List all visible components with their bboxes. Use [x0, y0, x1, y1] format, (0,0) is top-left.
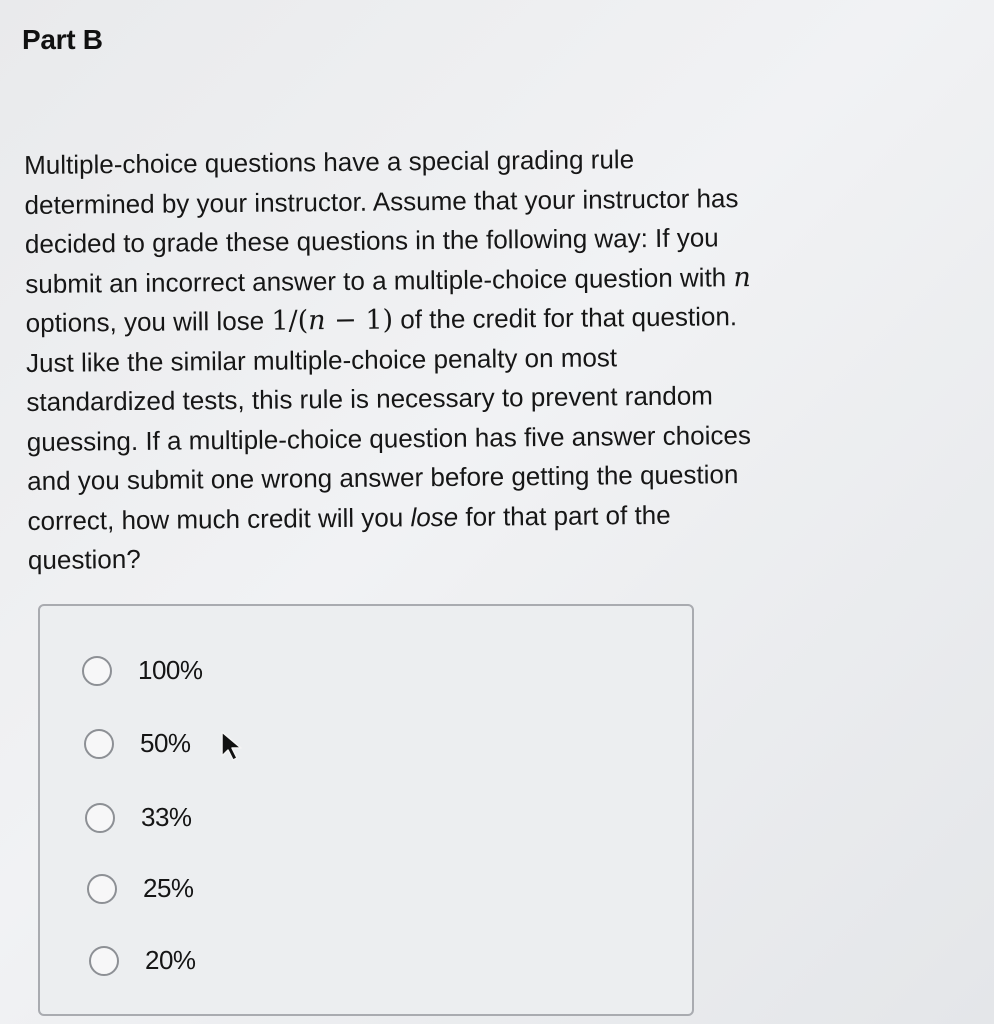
radio-button-icon[interactable] [87, 874, 117, 904]
math-fraction-part: − 1) [325, 304, 394, 337]
question-line: Multiple-choice questions have a special grading rule [24, 144, 635, 180]
question-line: question? [27, 543, 141, 575]
option-50-percent[interactable] [84, 728, 191, 759]
option-label: 100% [138, 655, 203, 685]
question-line-text: options, you will lose [25, 305, 272, 338]
question-line-text: of the credit for that question. [392, 301, 738, 335]
math-variable-n: n [308, 305, 326, 337]
radio-button-icon[interactable] [82, 656, 112, 686]
radio-button-icon[interactable] [85, 803, 115, 833]
question-line-text: submit an incorrect answer to a multiple-choice question with [25, 261, 734, 299]
mouse-pointer-icon [220, 730, 246, 762]
radio-button-icon[interactable] [84, 729, 114, 759]
question-line: determined by your instructor. Assume that your instructor has [24, 182, 739, 220]
question-line: decided to grade these questions in the following way: If you [24, 222, 719, 259]
part-title: Part B [22, 24, 103, 55]
option-label: 20% [145, 945, 196, 975]
option-label: 33% [141, 802, 192, 832]
question-line: Just like the similar multiple-choice penalty on most [25, 341, 618, 378]
math-variable-n: n [733, 261, 751, 293]
option-25-percent[interactable] [87, 873, 194, 904]
option-label: 25% [143, 873, 194, 903]
question-line: and you submit one wrong answer before getting the question [27, 459, 739, 496]
emphasized-word: lose [410, 501, 459, 532]
question-line: guessing. If a multiple-choice question has five answer choices [26, 419, 752, 457]
question-line-text: for that part of the [458, 499, 671, 532]
question-line: standardized tests, this rule is necessary to prevent random [26, 380, 714, 417]
question-line-text: correct, how much credit will you [27, 501, 411, 536]
option-label: 50% [140, 728, 191, 758]
question-text [24, 137, 938, 580]
option-33-percent[interactable] [85, 802, 192, 833]
radio-button-icon[interactable] [89, 946, 119, 976]
option-20-percent[interactable] [89, 945, 196, 976]
option-100-percent[interactable] [82, 655, 203, 686]
math-fraction-part: 1/( [271, 305, 309, 337]
